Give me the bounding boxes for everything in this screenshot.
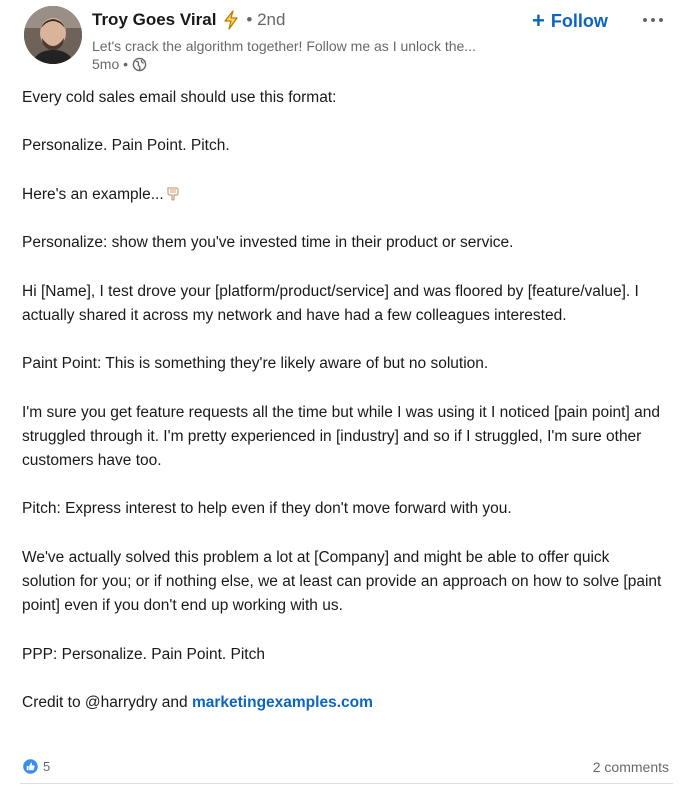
post-time: 5mo • bbox=[92, 56, 129, 72]
comments-count[interactable]: 2 comments bbox=[592, 759, 669, 775]
lightning-bolt-icon bbox=[222, 10, 240, 30]
follow-button[interactable] bbox=[532, 8, 608, 34]
like-reaction-icon bbox=[22, 758, 39, 775]
follow-label: Follow bbox=[550, 10, 608, 31]
post-paragraph: Personalize: show them you've invested time in their product or service. bbox=[22, 234, 514, 252]
credit-prefix: Credit to @harrydry and bbox=[22, 693, 192, 711]
post-paragraph: Paint Point: This is something they're likely aware of but no solution. bbox=[22, 355, 489, 373]
post-paragraph: Personalize. Pain Point. Pitch. bbox=[22, 137, 230, 155]
more-options-button[interactable] bbox=[636, 10, 670, 30]
plus-icon: + bbox=[532, 8, 545, 33]
author-name[interactable]: Troy Goes Viral bbox=[92, 10, 217, 29]
globe-icon bbox=[132, 57, 147, 72]
post-paragraph bbox=[22, 183, 667, 207]
social-divider bbox=[20, 783, 673, 784]
more-horizontal-icon bbox=[643, 18, 647, 22]
marketingexamples-link[interactable]: marketingexamples.com bbox=[191, 693, 373, 711]
author-headline: Let's crack the algorithm together! Follow me as I unlock the... bbox=[92, 38, 476, 54]
example-intro-text: Here's an example... bbox=[22, 185, 164, 203]
post-paragraph: Pitch: Express interest to help even if they don't move forward with you. bbox=[22, 500, 512, 518]
credit-line bbox=[22, 691, 667, 715]
connection-degree: • 2nd bbox=[246, 10, 286, 29]
avatar-photo bbox=[24, 6, 82, 64]
author-name-row[interactable] bbox=[92, 10, 285, 30]
post-paragraph: I'm sure you get feature requests all the time but while I was using it I noticed [pain point] and struggled through it. I'm pretty experienced in [industry] and so if I struggled, I'm sure other customers have too. bbox=[22, 403, 660, 469]
post-paragraph: PPP: Personalize. Pain Point. Pitch bbox=[22, 645, 265, 663]
backhand-index-pointing-down-icon bbox=[165, 185, 181, 201]
reactions-count[interactable] bbox=[22, 758, 50, 775]
post-body bbox=[22, 86, 667, 715]
author-avatar[interactable] bbox=[24, 6, 82, 64]
post-paragraph: Every cold sales email should use this format: bbox=[22, 89, 337, 106]
post-meta bbox=[92, 56, 147, 72]
post-paragraph: We've actually solved this problem a lot at [Company] and might be able to offer quick solution for you; or if nothing else, we at least can provide an approach on how to solve [paint point] even if you don't end up working with us. bbox=[22, 548, 662, 615]
post-paragraph: Hi [Name], I test drove your [platform/product/service] and was floored by [feature/value]. I actually shared it across my network and have had a few colleagues interested. bbox=[22, 282, 639, 324]
reactions-number: 5 bbox=[43, 759, 51, 774]
